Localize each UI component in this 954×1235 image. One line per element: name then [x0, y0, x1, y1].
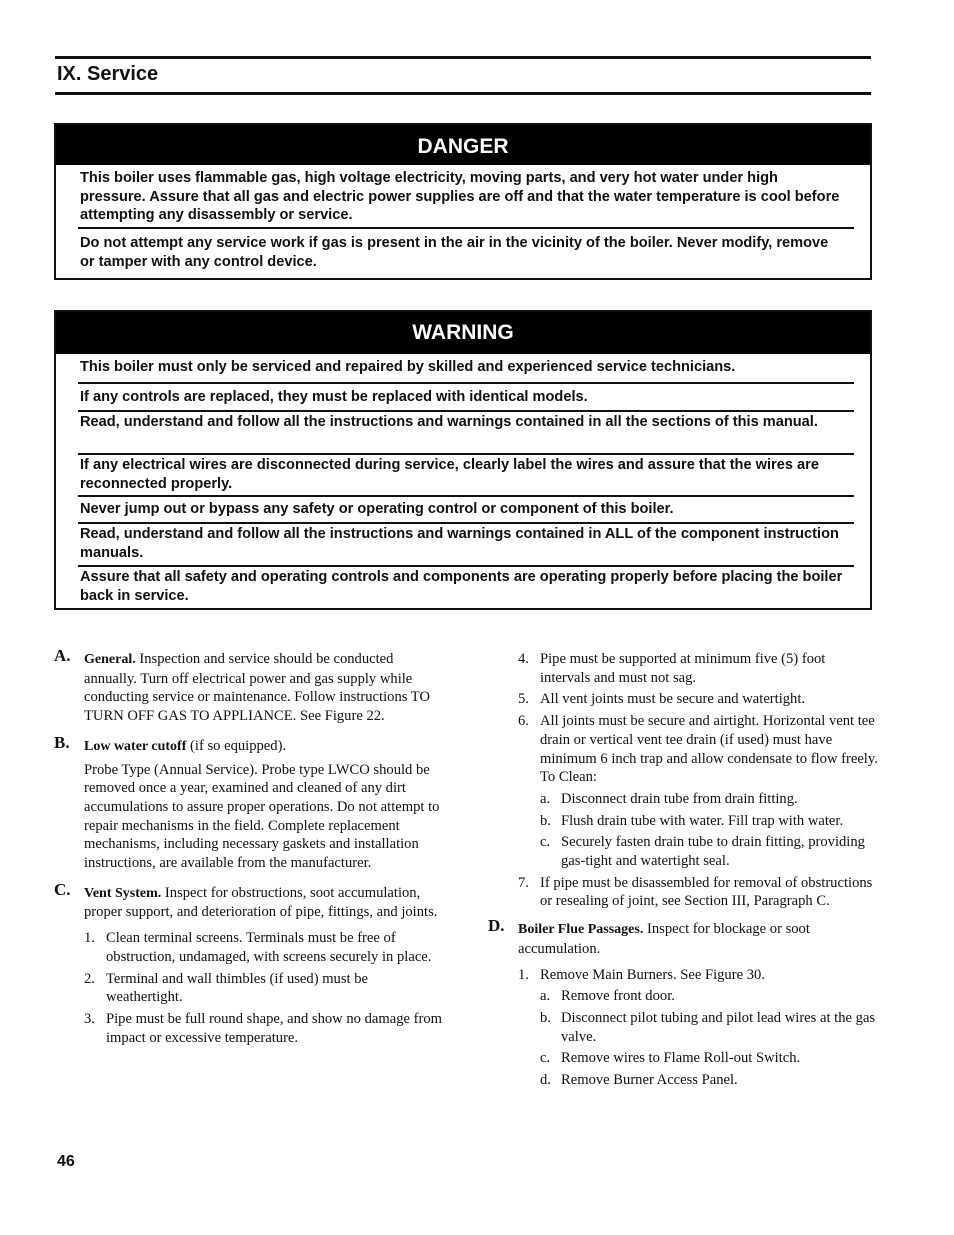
- danger-header: DANGER: [56, 125, 870, 165]
- page-number: 46: [57, 1153, 75, 1170]
- warning-box: [54, 310, 872, 610]
- sub-list-item: [488, 987, 878, 1006]
- left-column: [54, 646, 444, 1047]
- list-item: [488, 874, 878, 911]
- list-item: [54, 929, 444, 966]
- warning-text: If any controls are replaced, they must be replaced with identical models.: [80, 389, 588, 405]
- paragraph-lead: Boiler Flue Passages.: [518, 922, 644, 938]
- title-underline: [55, 92, 871, 95]
- warning-row: [56, 384, 870, 410]
- list-item: [54, 1010, 444, 1047]
- paragraph-letter: B.: [54, 732, 70, 752]
- paragraph-b-probe: [54, 761, 444, 873]
- list-number: 5.: [518, 691, 529, 708]
- warning-text: Read, understand and follow all the instructions and warnings contained in ALL of the component instruction manuals.: [80, 526, 839, 561]
- sub-list-item: [488, 790, 878, 809]
- top-rule: [55, 56, 871, 59]
- paragraph-letter: A.: [54, 646, 71, 665]
- sub-list-letter: d.: [540, 1072, 551, 1089]
- paragraph-a: [54, 646, 444, 726]
- sub-list-letter: c.: [540, 1050, 551, 1067]
- paragraph-b: [54, 732, 444, 757]
- list-item: [488, 712, 878, 787]
- paragraph-text: (if so equipped).: [186, 737, 287, 754]
- danger-box: [54, 123, 872, 280]
- list-text: Pipe must be full round shape, and show no damage from impact or excessive temperature.: [106, 1010, 442, 1046]
- list-number: 1.: [518, 966, 529, 983]
- sub-list-letter: b.: [540, 812, 551, 829]
- list-number: 3.: [84, 1010, 95, 1027]
- list-number: 6.: [518, 713, 529, 730]
- paragraph-letter: D.: [488, 916, 505, 936]
- list-number: 1.: [84, 930, 95, 947]
- sub-list-text: Remove wires to Flame Roll-out Switch.: [561, 1050, 801, 1067]
- sub-list-letter: a.: [540, 988, 551, 1005]
- warning-text: Assure that all safety and operating controls and components are operating properly before placing the boiler back in service.: [80, 569, 843, 604]
- warning-row: [56, 354, 870, 382]
- sub-list-text: Remove Burner Access Panel.: [561, 1072, 738, 1089]
- list-text: Terminal and wall thimbles (if used) must be weathertight.: [106, 970, 369, 1006]
- warning-header: WARNING: [56, 312, 870, 354]
- list-item: [54, 970, 444, 1007]
- warning-text: Read, understand and follow all the instructions and warnings contained in all the sections of this manual.: [80, 414, 818, 430]
- paragraph-letter: C.: [54, 879, 71, 899]
- paragraph-text: Probe Type (Annual Service). Probe type LWCO should be removed once a year, examined and cleaned of any dirt accumulations to assure proper operations. Do not attempt to repair mechanisms in the field. Complete replacement mechanisms, including necessary gaskets and installation instructions, are available from the manufacturer.: [84, 761, 440, 872]
- list-item: [488, 650, 878, 687]
- paragraph-d: [488, 916, 878, 958]
- warning-text: Never jump out or bypass any safety or operating control or component of this boiler.: [80, 501, 674, 517]
- list-number: 2.: [84, 970, 95, 987]
- sub-list-letter: a.: [540, 790, 551, 807]
- list-item: [488, 966, 878, 985]
- sub-list-text: Disconnect pilot tubing and pilot lead wires at the gas valve.: [561, 1009, 876, 1045]
- paragraph-text: Inspect for obstructions, soot accumulation, proper support, and deterioration of pipe, fittings, and joints.: [84, 884, 438, 921]
- sub-list-text: Remove front door.: [561, 988, 675, 1005]
- list-text: Clean terminal screens. Terminals must be free of obstruction, undamaged, with screens securely in place.: [106, 930, 432, 965]
- danger-text: This boiler uses flammable gas, high voltage electricity, moving parts, and very hot water under high pressure. Assure that all gas and electric power supplies are off and that the water temperature is cool before attempting any disassembly or service.: [80, 170, 840, 224]
- sub-list-item: [488, 1009, 878, 1046]
- right-column: [488, 646, 878, 1090]
- sub-list-text: Disconnect drain tube from drain fitting.: [561, 790, 798, 807]
- paragraph-text: Inspection and service should be conducted annually. Turn off electrical power and gas supply while conducting service or maintenance. Follow instructions TO TURN OFF GAS TO APPLIANCE. See Figure 22.: [84, 651, 430, 725]
- paragraph-lead: Low water cutoff: [84, 738, 187, 754]
- warning-text: If any electrical wires are disconnected during service, clearly label the wires and assure that the wires are reconnected properly.: [80, 457, 819, 492]
- sub-list-letter: b.: [540, 1009, 551, 1026]
- list-text: If pipe must be disassembled for removal of obstructions or resealing of joint, see Section III, Paragraph C.: [540, 874, 873, 910]
- list-text: Remove Main Burners. See Figure 30.: [540, 966, 765, 983]
- paragraph-text: Inspect for blockage or soot accumulation.: [518, 921, 810, 957]
- paragraph-c: [54, 879, 444, 922]
- warning-row: [56, 412, 870, 453]
- list-text: Pipe must be supported at minimum five (5) foot intervals and must not sag.: [540, 651, 826, 686]
- danger-text: Do not attempt any service work if gas is present in the air in the vicinity of the boiler. Never modify, remove or tamper with any control device.: [80, 235, 829, 270]
- warning-row: [56, 455, 870, 495]
- sub-list-item: [488, 812, 878, 831]
- section-title: IX. Service: [57, 63, 159, 85]
- paragraph-lead: Vent System.: [84, 885, 162, 901]
- warning-row: [56, 524, 870, 565]
- list-text: All joints must be secure and airtight. Horizontal vent tee drain or vertical vent tee drain (if used) must have minimum 6 inch trap and allow condensate to flow freely. To Clean:: [540, 713, 878, 786]
- warning-text: This boiler must only be serviced and repaired by skilled and experienced service technicians.: [80, 359, 736, 375]
- list-text: All vent joints must be secure and watertight.: [540, 691, 806, 708]
- sub-list-item: [488, 833, 878, 870]
- sub-list-text: Flush drain tube with water. Fill trap with water.: [561, 812, 844, 829]
- list-number: 4.: [518, 651, 529, 667]
- list-item: [488, 690, 878, 709]
- paragraph-lead: General.: [84, 652, 136, 667]
- sub-list-item: [488, 1049, 878, 1068]
- danger-row: [56, 229, 870, 271]
- warning-row: [56, 497, 870, 522]
- sub-list-item: [488, 1071, 878, 1090]
- danger-row: [56, 165, 870, 227]
- warning-row: [56, 567, 870, 605]
- sub-list-text: Securely fasten drain tube to drain fitting, providing gas-tight and watertight seal.: [561, 834, 865, 870]
- list-number: 7.: [518, 874, 529, 891]
- sub-list-letter: c.: [540, 834, 551, 851]
